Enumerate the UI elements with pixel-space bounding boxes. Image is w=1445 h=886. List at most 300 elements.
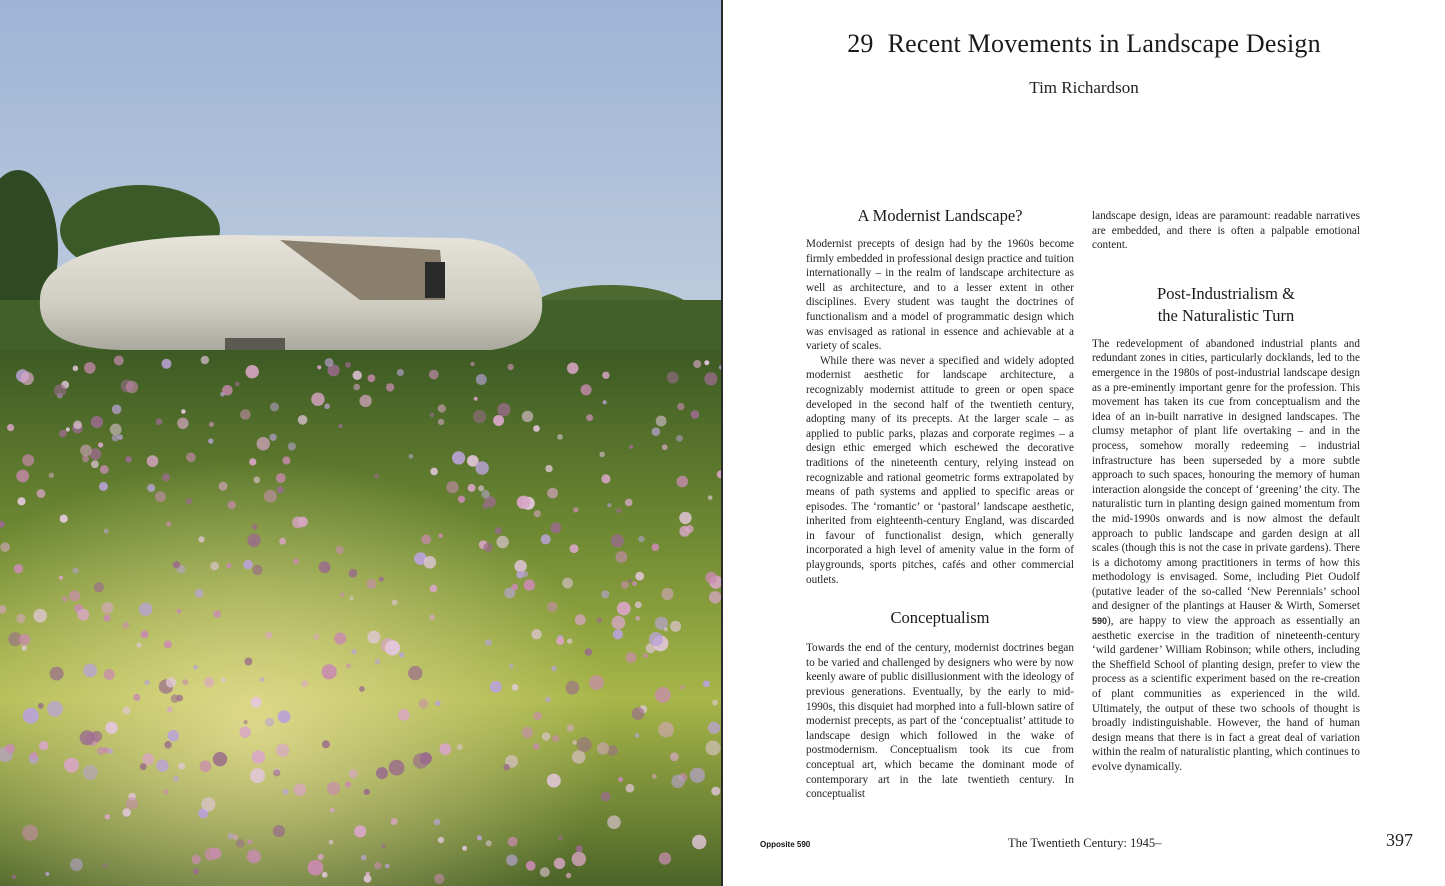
- flower-dot: [540, 867, 550, 877]
- flower-dot: [635, 572, 644, 581]
- flower-dot: [573, 507, 578, 512]
- pavilion: [40, 235, 542, 362]
- flower-dot: [139, 603, 152, 616]
- flower-dot: [438, 837, 444, 843]
- flower-dot: [198, 536, 204, 542]
- flower-dot: [0, 542, 10, 552]
- flower-dot: [567, 363, 578, 374]
- flower-dot: [200, 760, 212, 772]
- flower-dot: [643, 653, 648, 658]
- flower-dot: [77, 609, 89, 621]
- flower-dot: [133, 694, 140, 701]
- flower-dot: [228, 501, 236, 509]
- flower-dot: [531, 629, 541, 639]
- flower-dot: [30, 752, 37, 759]
- flower-dot: [556, 637, 564, 645]
- flower-dot: [346, 663, 351, 668]
- flower-dot: [351, 649, 356, 654]
- flower-dot: [322, 740, 330, 748]
- flower-dot: [507, 364, 513, 370]
- flower-dot: [23, 708, 39, 724]
- flower-dot: [652, 543, 660, 551]
- flower-dot: [533, 743, 540, 750]
- flower-dot: [50, 667, 64, 681]
- flower-dot: [576, 845, 583, 852]
- flower-dot: [354, 825, 366, 837]
- flower-dot: [59, 430, 67, 438]
- flower-dot: [243, 560, 252, 569]
- text-column-right: [1092, 209, 1360, 775]
- flower-dot: [279, 538, 286, 545]
- flower-dot: [186, 452, 196, 462]
- flower-dot: [137, 643, 142, 648]
- flower-dot: [490, 681, 502, 693]
- flower-dot: [570, 544, 579, 553]
- flower-dot: [45, 872, 49, 876]
- flower-dot: [345, 362, 351, 368]
- flower-dot: [178, 763, 185, 770]
- flower-dot: [126, 797, 138, 809]
- flower-dot: [122, 622, 129, 629]
- flower-dot: [677, 403, 684, 410]
- flower-dot: [381, 844, 385, 848]
- flower-dot: [166, 521, 171, 526]
- paragraph: While there was never a specified and widely adopted modernist aesthetic for landscape architecture, a recognizably modernist attitude to green or open space developed in the second half of the twentieth century, adopting many of its precepts. At the larger scale – as applied to public parks, plazas and corporate regimes – a design ethic emerged which eschewed the decorative traditions of the nineteenth century, relying instead on recognizable and rational geometric forms extrapolated by means of path systems and applied to specific areas or episodes. The ‘romantic’ or ‘pastoral’ landscape aesthetic, inherited from eighteenth-century England, was discarded in favour of functionalist design, which generally incorporated a high level of amenity value in the form of playgrounds, sports pitches, cafés and other commercial outlets.: [806, 354, 1074, 586]
- flower-dot: [542, 732, 551, 741]
- flower-dot: [692, 835, 706, 849]
- flower-dot: [704, 372, 717, 385]
- flower-dot: [270, 403, 279, 412]
- flower-dot: [80, 730, 95, 745]
- flower-dot: [693, 360, 701, 368]
- flower-dot: [163, 789, 169, 795]
- flower-dot: [123, 808, 131, 816]
- flower-dot: [526, 861, 536, 871]
- flower-dot: [103, 614, 110, 621]
- flower-dot: [327, 782, 340, 795]
- flower-dot: [607, 815, 621, 829]
- flower-dot: [690, 768, 705, 783]
- paragraph: landscape design, ideas are paramount: readable narratives are embedded, and there is often a palpable emotional content.: [1092, 210, 1360, 252]
- flower-dot: [209, 422, 214, 427]
- flower-dot: [607, 503, 611, 507]
- flower-dot: [147, 484, 155, 492]
- flower-dot: [22, 825, 38, 841]
- flower-dot: [103, 747, 109, 753]
- flower-dot: [73, 568, 79, 574]
- flower-dot: [37, 489, 46, 498]
- flower-dot: [385, 864, 390, 869]
- flower-dot: [308, 860, 324, 876]
- flower-dot: [265, 718, 274, 727]
- flower-dot: [704, 360, 709, 365]
- flower-dot: [680, 685, 685, 690]
- flower-dot: [625, 499, 633, 507]
- flower-dot: [126, 381, 138, 393]
- flower-dot: [276, 473, 286, 483]
- flower-dot: [617, 602, 631, 616]
- flower-dot: [558, 836, 563, 841]
- flower-dot: [577, 737, 592, 752]
- flower-dot: [408, 666, 422, 680]
- flower-dot: [589, 675, 604, 690]
- pavilion-meadow-photo: [0, 0, 722, 886]
- chapter-title: [723, 29, 1445, 59]
- flower-dot: [278, 710, 291, 723]
- flower-dot: [252, 524, 258, 530]
- flower-dot: [398, 709, 410, 721]
- flower-dot: [236, 839, 245, 848]
- flower-dot: [632, 707, 645, 720]
- flower-dot: [474, 397, 478, 401]
- flower-dot: [125, 456, 132, 463]
- flower-dot: [239, 726, 251, 738]
- flower-dot: [112, 434, 119, 441]
- flower-dot: [547, 488, 558, 499]
- flower-dot: [572, 740, 576, 744]
- flower-dot: [249, 458, 256, 465]
- flower-dot: [655, 687, 671, 703]
- flower-dot: [497, 403, 510, 416]
- text-column-left: [806, 205, 1074, 802]
- flower-dot: [204, 848, 217, 861]
- flower-dot: [522, 727, 533, 738]
- flower-dot: [706, 741, 721, 756]
- flower-dot: [210, 562, 219, 571]
- flower-dot: [541, 534, 551, 544]
- flower-dot: [167, 707, 173, 713]
- flower-dot: [375, 659, 381, 665]
- flower-dot: [177, 609, 182, 614]
- flower-dot: [49, 473, 54, 478]
- flower-dot: [273, 825, 285, 837]
- flower-dot: [269, 434, 276, 441]
- flower-dot: [219, 482, 228, 491]
- flower-dot: [438, 404, 446, 412]
- paragraph: The redevelopment of abandoned industrial plants and redundant zones in cities, particularly docklands, led to the emergence in the 1980s of post-industrial landscape design as a pre-eminently important genre for the profession. This movement has taken its cue from conceptualism and the idea of an in-built narrative in designed landscapes. The clumsy metaphor of plant life overtaking – and in the process, somehow morally redeeming – industrial infrastructure has been superseded by a more subtle approach to such spaces, honouring the memory of human interaction alongside the concept of ‘greening’ the city. The naturalistic turn in planting design gained momentum from the mid-1990s onwards and is now almost the default approach to public landscape and garden design at all scales (though this is not the case in private gardens). There is a dichotomy among practitioners in terms of how this methodology is envisaged. Some, including Piet Oudolf (putative leader of the so-called ‘New Perennials’ school and designer of the plantings at Hauser & Wirth, Somerset 590), are happy to view the approach as essentially an aesthetic exercise in the tradition of nineteenth-century ‘wild gardener’ William Robinson; while others, including the Sheffield School of planting design, prefer to view the process as a scientific experiment based on the re-creation of plant communities as experienced in the wild. Ultimately, the output of these two schools of thought is broadly indistinguishable. However, the hand of human design means that there is in fact a great deal of variation within the realm of naturalistic planting, which continues to evolve dynamically.: [1092, 337, 1360, 773]
- flower-dot: [503, 764, 509, 770]
- flower-dot: [102, 602, 114, 614]
- flower-dot: [192, 855, 201, 864]
- flower-dot: [64, 758, 79, 773]
- flower-dot: [73, 421, 82, 430]
- flower-dot: [550, 522, 561, 533]
- flower-dot: [376, 767, 388, 779]
- flower-dot: [514, 560, 526, 572]
- author-name: Tim Richardson: [1029, 78, 1139, 97]
- flower-dot: [516, 571, 524, 579]
- flower-dot: [250, 768, 265, 783]
- flower-dot: [554, 858, 565, 869]
- flower-dot: [478, 485, 484, 491]
- flower-dot: [439, 534, 443, 538]
- flower-dot: [386, 383, 394, 391]
- flower-dot: [194, 665, 198, 669]
- flower-dot: [485, 639, 492, 646]
- flower-dot: [253, 476, 260, 483]
- flower-dot: [166, 677, 176, 687]
- flower-dot: [679, 526, 690, 537]
- flower-dot: [705, 572, 717, 584]
- flower-dot: [476, 374, 487, 385]
- flower-dot: [429, 370, 439, 380]
- flower-dot: [252, 565, 262, 575]
- flower-dot: [84, 362, 96, 374]
- flower-dot: [517, 496, 530, 509]
- flower-dot: [367, 631, 380, 644]
- flower-dot: [257, 437, 270, 450]
- caption-reference: Opposite 590: [760, 840, 811, 849]
- flower-dot: [670, 621, 681, 632]
- flower-dot: [567, 724, 574, 731]
- flower-dot: [349, 769, 358, 778]
- flower-dot: [246, 365, 259, 378]
- flower-dot: [317, 365, 321, 369]
- flower-dot: [94, 582, 104, 592]
- flower-dot: [547, 602, 557, 612]
- flower-dot: [434, 819, 441, 826]
- flower-dot: [69, 590, 80, 601]
- flower-dot: [103, 863, 108, 868]
- flower-dot: [470, 362, 474, 366]
- flower-dot: [420, 752, 432, 764]
- flower-dot: [616, 551, 628, 563]
- flower-dot: [244, 720, 248, 724]
- flower-dot: [244, 658, 252, 666]
- flower-dot: [597, 618, 603, 624]
- flower-dot: [164, 641, 172, 649]
- flower-dot: [524, 579, 535, 590]
- flower-dot: [567, 639, 572, 644]
- flower-dot: [264, 490, 277, 503]
- flower-dot: [226, 563, 231, 568]
- section-heading: A Modernist Landscape?: [857, 206, 1023, 225]
- flower-dot: [493, 415, 504, 426]
- chapter-title-text: Recent Movements in Landscape Design: [887, 29, 1321, 58]
- flower-dot: [379, 577, 384, 582]
- flower-dot: [319, 561, 331, 573]
- flower-dot: [5, 744, 15, 754]
- flower-dot: [222, 385, 233, 396]
- flower-dot: [430, 615, 435, 620]
- flower-dot: [112, 405, 122, 415]
- flower-dot: [334, 632, 346, 644]
- flower-dot: [322, 664, 337, 679]
- flower-dot: [100, 465, 109, 474]
- flower-dot: [430, 468, 438, 476]
- flower-dot: [659, 852, 671, 864]
- flower-dot: [82, 455, 89, 462]
- flower-dot: [353, 384, 360, 391]
- flower-dot: [204, 677, 215, 688]
- flower-dot: [601, 792, 611, 802]
- running-head: The Twentieth Century: 1945–: [1008, 836, 1162, 850]
- flower-dot: [374, 862, 381, 869]
- flower-dot: [603, 400, 607, 404]
- flower-dot: [545, 697, 551, 703]
- flower-dot: [374, 474, 379, 479]
- flower-dot: [635, 616, 640, 621]
- flower-dot: [661, 588, 673, 600]
- flower-dot: [318, 854, 324, 860]
- flower-dot: [586, 414, 593, 421]
- figure-reference: 590: [1092, 616, 1108, 627]
- flower-dot: [164, 741, 172, 749]
- flower-dot: [656, 416, 667, 427]
- flower-dot: [105, 722, 117, 734]
- flower-dot: [601, 474, 610, 483]
- flower-dot: [73, 366, 79, 372]
- flower-dot: [60, 515, 68, 523]
- flower-dot: [557, 434, 563, 440]
- flower-dot: [66, 427, 70, 431]
- flower-dot: [572, 750, 586, 764]
- flower-dot: [282, 789, 288, 795]
- flower-dot: [632, 581, 637, 586]
- flower-dot: [612, 616, 626, 630]
- flower-dot: [186, 498, 192, 504]
- flower-dot: [105, 814, 110, 819]
- flower-dot: [59, 576, 63, 580]
- flower-dot: [276, 744, 289, 757]
- flower-dot: [652, 427, 661, 436]
- flower-dot: [435, 701, 440, 706]
- flower-dot: [349, 569, 358, 578]
- flower-dot: [495, 527, 502, 534]
- flower-dot: [566, 873, 571, 878]
- flower-dot: [424, 556, 437, 569]
- flower-dot: [340, 593, 344, 597]
- flower-dot: [104, 529, 109, 534]
- flower-dot: [322, 872, 328, 878]
- flower-dot: [597, 742, 609, 754]
- flower-dot: [506, 854, 517, 865]
- flower-dot: [140, 763, 147, 770]
- flower-dot: [368, 374, 376, 382]
- flower-dot: [481, 490, 489, 498]
- flower-dot: [566, 681, 580, 695]
- flower-dot: [233, 834, 239, 840]
- flower-dot: [430, 413, 435, 418]
- flower-dot: [12, 875, 16, 879]
- flower-dot: [144, 680, 149, 685]
- flower-dot: [691, 410, 700, 419]
- flower-dot: [247, 840, 252, 845]
- flower-dot: [282, 457, 290, 465]
- flower-dot: [293, 558, 299, 564]
- flower-dot: [468, 484, 476, 492]
- flower-dot: [213, 610, 221, 618]
- flower-dot: [545, 465, 552, 472]
- flower-dot: [22, 645, 27, 650]
- flower-dot: [585, 648, 593, 656]
- flower-dot: [664, 627, 668, 631]
- flower-dot: [147, 455, 159, 467]
- flower-dot: [635, 733, 640, 738]
- flower-dot: [162, 359, 172, 369]
- flower-dot: [613, 629, 623, 639]
- flower-dot: [392, 599, 398, 605]
- flower-dot: [703, 680, 710, 687]
- flower-dot: [177, 418, 188, 429]
- flower-dot: [430, 585, 438, 593]
- flower-dot: [123, 707, 131, 715]
- flower-dot: [201, 797, 215, 811]
- flower-dot: [162, 474, 170, 482]
- flower-dot: [298, 517, 308, 527]
- flower-dot: [298, 415, 308, 425]
- flower-dot: [601, 590, 609, 598]
- flower-dot: [366, 579, 376, 589]
- flower-dot: [475, 461, 488, 474]
- flower-dot: [652, 774, 657, 779]
- flower-dot: [16, 614, 25, 623]
- flower-dot: [277, 486, 284, 493]
- flower-dot: [70, 858, 83, 871]
- flower-dot: [552, 735, 559, 742]
- flower-dot: [361, 855, 367, 861]
- flower-dot: [62, 596, 68, 602]
- flower-dot: [572, 852, 586, 866]
- flower-dot: [213, 752, 227, 766]
- flower-dot: [462, 846, 467, 851]
- text-page: [723, 0, 1445, 886]
- flower-dot: [509, 664, 514, 669]
- flower-dot: [350, 596, 354, 600]
- flower-dot: [671, 775, 684, 788]
- flower-dot: [33, 609, 47, 623]
- flower-dot: [39, 741, 48, 750]
- paragraph: Towards the end of the century, modernist doctrines began to be varied and challenged by designers who were by now keenly aware of public disillusionment with the ideology of previous generations. Eventually, by the early to mid-1990s, this disquiet had morphed into a full-blown satire of modernist precepts, as part of the ‘conceptualist’ attitude to landscape design which followed in the wake of postmodernism. Conceptualism took its cue from conceptual art, which became the dominant mode of contemporary art in the late twentieth century. In conceptualist: [806, 642, 1074, 801]
- flower-dot: [508, 837, 518, 847]
- flower-dot: [708, 722, 720, 734]
- flower-dot: [83, 765, 98, 780]
- flower-dot: [195, 589, 204, 598]
- flower-dot: [247, 850, 261, 864]
- flower-dot: [399, 652, 404, 657]
- flower-dot: [635, 601, 642, 608]
- flower-dot: [533, 712, 542, 721]
- flower-dot: [621, 581, 629, 589]
- flower-dot: [14, 564, 23, 573]
- flower-dot: [38, 703, 44, 709]
- flower-dot: [618, 777, 623, 782]
- chapter-number: 29: [847, 29, 874, 58]
- flower-dot: [483, 543, 492, 552]
- flower-dot: [336, 546, 344, 554]
- flower-dot: [91, 460, 99, 468]
- flower-dot: [575, 614, 586, 625]
- flower-dot: [452, 451, 465, 464]
- flower-dot: [677, 476, 689, 488]
- flower-dot: [679, 512, 691, 524]
- flower-dot: [533, 425, 540, 432]
- flower-dot: [156, 759, 168, 771]
- flower-dot: [421, 534, 431, 544]
- flower-dot: [338, 424, 342, 428]
- flower-dot: [83, 664, 97, 678]
- photo-illustration: [0, 0, 722, 886]
- flower-dot: [547, 774, 561, 788]
- flower-dot: [181, 409, 186, 414]
- flower-dot: [385, 640, 400, 655]
- flower-dot: [359, 395, 371, 407]
- flower-dot: [17, 497, 25, 505]
- flower-dot: [434, 874, 444, 884]
- flower-dot: [19, 634, 30, 645]
- flower-dot: [458, 496, 465, 503]
- section-heading: Conceptualism: [890, 608, 990, 628]
